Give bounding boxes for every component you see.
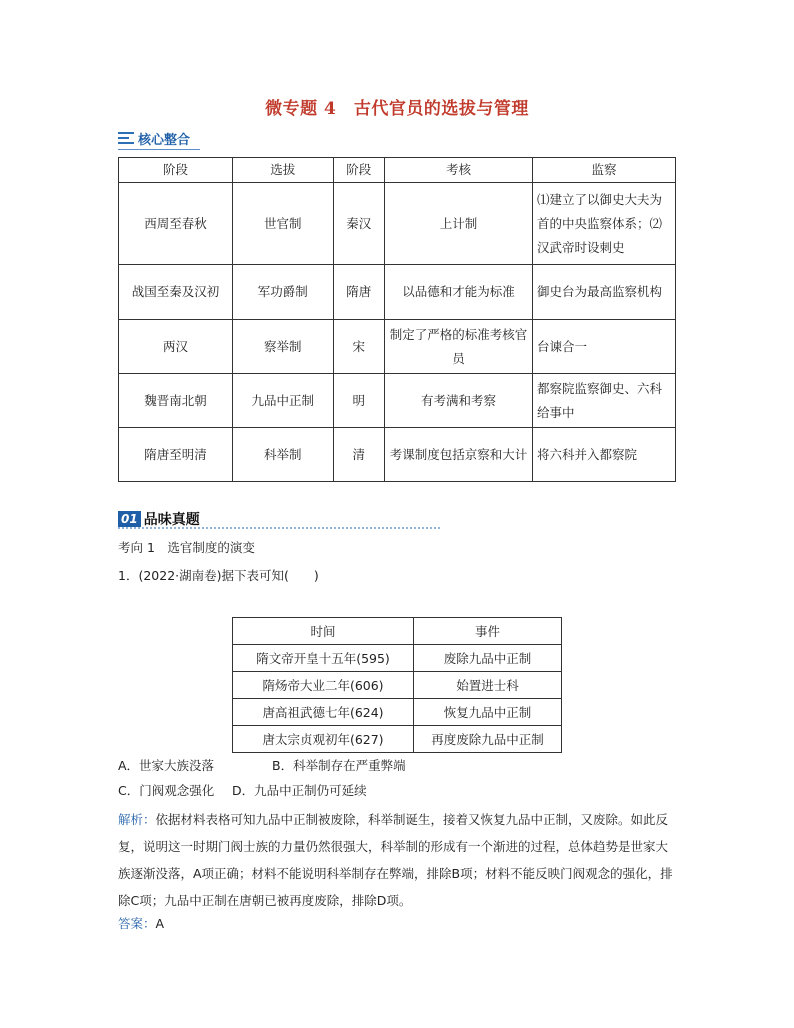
answer-value: A [155, 916, 165, 931]
header-cell: 阶段 [119, 158, 233, 183]
table-cell: 科举制 [232, 428, 333, 482]
explanation-text: 依据材料表格可知九品中正制被废除，科举制诞生，接着又恢复九品中正制，又废除。如此反复，说明这一时期门阀士族的力量仍然很强大，科举制的形成有一个渐进的过程，总体趋势是世家大族逐渐没落，A项正确；材料不能说明科举制存在弊端，排除B项；材料不能反映门阀观念的强化，排除C项；九品中正制在唐朝已被再度废除，排除D项。 [118, 812, 673, 908]
option-c: C．门阀观念强化 [118, 783, 215, 798]
table-cell: 西周至春秋 [119, 183, 233, 265]
table-cell: 隋炀帝大业二年(606) [233, 672, 414, 699]
table-cell: 制定了严格的标准考核官员 [384, 320, 532, 374]
table-cell: 唐高祖武德七年(624) [233, 699, 414, 726]
table-row [233, 645, 562, 672]
table-row [119, 374, 676, 428]
header-cell: 事件 [414, 618, 562, 645]
table-cell: 隋文帝开皇十五年(595) [233, 645, 414, 672]
section-label: 品味真题 [143, 512, 200, 528]
question-stem: 1．(2022·湖南卷)据下表可知( ) [118, 568, 319, 583]
section-label: 核心整合 [138, 132, 191, 148]
section-header-core [118, 128, 190, 148]
table-row [119, 320, 676, 374]
option-b: B．科举制存在严重弊端 [272, 758, 406, 773]
table-cell: 世官制 [232, 183, 333, 265]
option-d: D．九品中正制仍可延续 [232, 783, 367, 798]
table-row [119, 183, 676, 265]
explanation [118, 806, 678, 914]
table-cell: 台谏合一 [532, 320, 675, 374]
page-title: 微专题 4 古代官员的选拔与管理 [265, 99, 529, 119]
table-cell: 再度废除九品中正制 [414, 726, 562, 753]
table-cell: 有考满和考察 [384, 374, 532, 428]
table-cell: 宋 [333, 320, 384, 374]
table-cell: 都察院监察御史、六科给事中 [532, 374, 675, 428]
divider [118, 149, 200, 150]
section-number: 01 [118, 511, 141, 527]
table-cell: 察举制 [232, 320, 333, 374]
table-cell: 唐太宗贞观初年(627) [233, 726, 414, 753]
table-cell: 隋唐至明清 [119, 428, 233, 482]
table-row [233, 726, 562, 753]
divider [118, 527, 440, 529]
table-cell: 军功爵制 [232, 265, 333, 320]
list-icon [118, 132, 134, 145]
table-row [233, 672, 562, 699]
table-cell: 始置进士科 [414, 672, 562, 699]
table-cell: 隋唐 [333, 265, 384, 320]
table-header-row [119, 158, 676, 183]
table-row [119, 428, 676, 482]
table-cell: 以品德和才能为标准 [384, 265, 532, 320]
question-table [232, 617, 562, 753]
table-cell: 九品中正制 [232, 374, 333, 428]
table-cell: 御史台为最高监察机构 [532, 265, 675, 320]
answer [118, 914, 164, 932]
explanation-label: 解析： [118, 812, 156, 827]
kaoxiang-heading: 考向 1 选官制度的演变 [118, 540, 255, 555]
header-cell: 阶段 [333, 158, 384, 183]
section-header-zhenti [118, 509, 200, 529]
core-table [118, 157, 676, 482]
header-cell: 选拔 [232, 158, 333, 183]
answer-label: 答案： [118, 916, 156, 931]
header-cell: 时间 [233, 618, 414, 645]
table-cell: 战国至秦及汉初 [119, 265, 233, 320]
table-cell: 恢复九品中正制 [414, 699, 562, 726]
table-header-row [233, 618, 562, 645]
header-cell: 考核 [384, 158, 532, 183]
table-row [119, 265, 676, 320]
table-cell: ⑴建立了以御史大夫为首的中央监察体系；⑵汉武帝时设刺史 [532, 183, 675, 265]
table-cell: 魏晋南北朝 [119, 374, 233, 428]
table-cell: 废除九品中正制 [414, 645, 562, 672]
table-cell: 两汉 [119, 320, 233, 374]
table-cell: 明 [333, 374, 384, 428]
header-cell: 监察 [532, 158, 675, 183]
table-row [233, 699, 562, 726]
table-cell: 上计制 [384, 183, 532, 265]
option-a: A．世家大族没落 [118, 758, 215, 773]
table-cell: 秦汉 [333, 183, 384, 265]
table-cell: 清 [333, 428, 384, 482]
table-cell: 将六科并入都察院 [532, 428, 675, 482]
table-cell: 考课制度包括京察和大计 [384, 428, 532, 482]
